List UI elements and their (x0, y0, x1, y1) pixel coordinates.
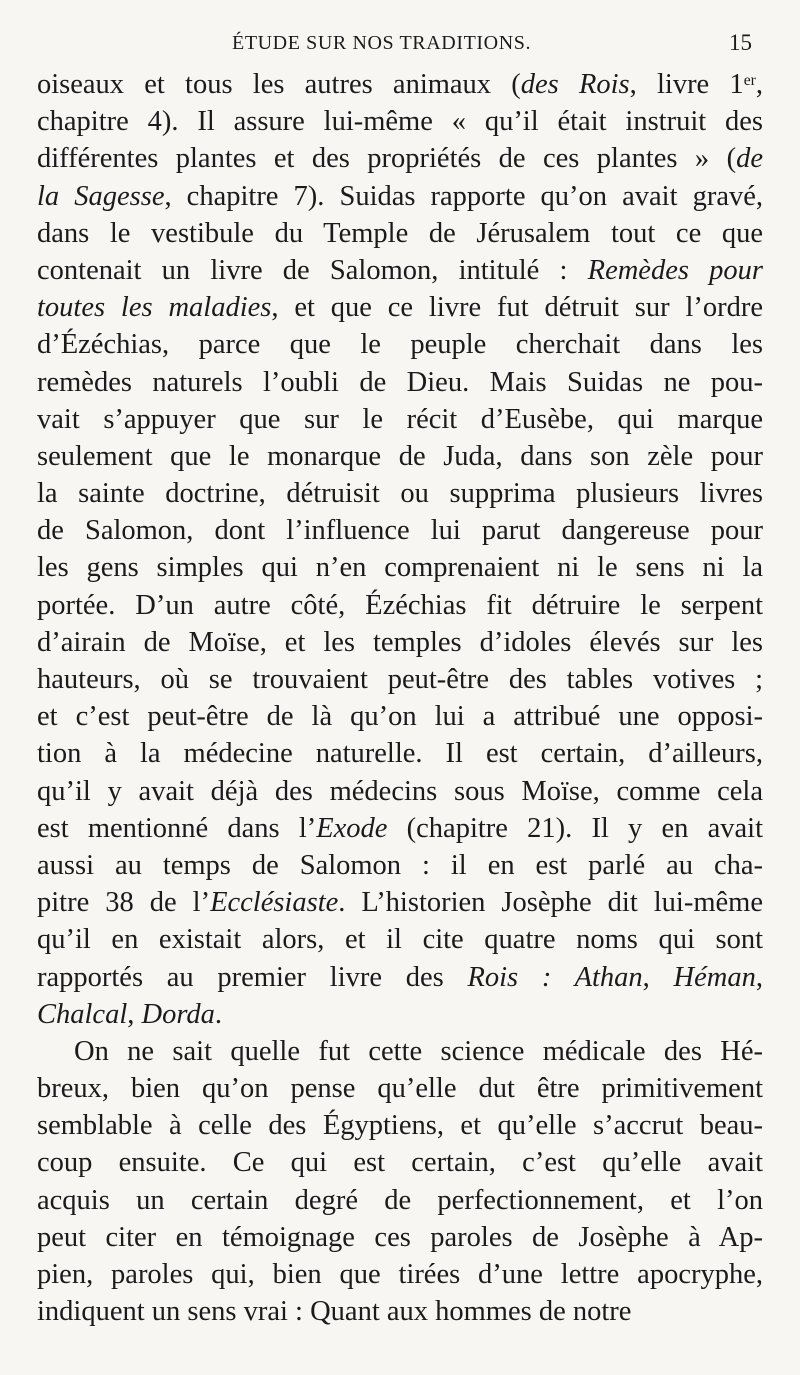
text-line (37, 475, 763, 512)
text-run: chapitre 4). Il assure lui-même « qu’il était instruit des (37, 106, 763, 138)
italic-text: la Sagesse (37, 180, 165, 212)
italic-text: de (736, 143, 763, 175)
italic-text: Ecclésiaste (210, 887, 339, 919)
text-line (37, 215, 763, 252)
text-line (37, 364, 763, 401)
text-run: , (642, 961, 674, 993)
text-run: breux, bien qu’on pense qu’elle dut être primitivement (37, 1073, 763, 1105)
text-line (37, 1033, 763, 1070)
text-line (37, 587, 763, 624)
italic-text: Héman (673, 961, 756, 993)
text-line (37, 103, 763, 140)
text-run: remèdes naturels l’oubli de Dieu. Mais Suidas ne pou- (37, 366, 763, 398)
text-run: pien, paroles qui, bien que tirées d’une lettre apocryphe, (37, 1259, 763, 1290)
text-run: acquis un certain degré de perfectionnement, et l’on (37, 1184, 763, 1216)
text-run: indiquent un sens vrai : Quant aux hommes de notre (37, 1296, 632, 1328)
italic-text: Rois : Athan (467, 961, 643, 993)
text-line (37, 810, 763, 847)
text-line (37, 921, 763, 958)
text-run: est mentionné dans l’ (37, 812, 317, 844)
text-run: , (127, 998, 142, 1030)
text-run: On ne sait quelle fut cette science médicale des Hé- (74, 1035, 763, 1067)
text-run: coup ensuite. Ce qui est certain, c’est qu’elle avait (37, 1147, 763, 1179)
text-run: semblable à celle des Égyptiens, et qu’elle s’accrut beau- (37, 1110, 763, 1142)
text-run: portée. D’un autre côté, Ézéchias fit détruire le serpent (37, 589, 763, 621)
text-run: pitre 38 de l’ (37, 887, 211, 919)
text-run: seulement que le monarque de Juda, dans son zèle pour (37, 440, 763, 472)
text-line (37, 773, 763, 810)
text-run: la sainte doctrine, détruisit ou supprima plusieurs livres (37, 478, 763, 510)
text-line (37, 326, 763, 363)
paragraph-2 (37, 1033, 763, 1331)
text-run: , (755, 961, 763, 993)
text-run: différentes plantes et des propriétés de ces plantes » ( (37, 143, 737, 175)
text-run: aussi au temps de Salomon : il en est parlé au cha- (37, 849, 763, 881)
text-run: . L’historien Josèphe dit lui-même (338, 887, 763, 919)
text-run: (chapitre 21). Il y en avait (387, 812, 763, 844)
italic-text: Remèdes pour (587, 254, 764, 286)
text-line (37, 661, 763, 698)
text-run: , (755, 69, 763, 100)
text-line (37, 401, 763, 438)
text-run: dans le vestibule du Temple de Jérusalem tout ce que (37, 217, 763, 249)
text-line (37, 178, 763, 215)
italic-text: Dorda (141, 998, 215, 1030)
italic-text: Exode (316, 812, 388, 844)
running-title: ÉTUDE SUR NOS TRADITIONS. (232, 32, 532, 54)
text-line (37, 847, 763, 884)
text-run: vait s’appuyer que sur le récit d’Eusèbe, qui marque (37, 403, 763, 435)
text-run: peut citer en témoignage ces paroles de Josèphe à Ap- (37, 1221, 763, 1253)
text-line (37, 735, 763, 772)
text-line (37, 140, 763, 177)
text-line (37, 1182, 763, 1219)
text-line (37, 549, 763, 586)
text-line (37, 1144, 763, 1181)
text-line (37, 1256, 763, 1293)
text-run: , livre 1 (629, 69, 744, 100)
text-line (37, 996, 763, 1033)
text-line (37, 289, 763, 326)
italic-text: toutes les maladies (37, 292, 272, 324)
text-line (37, 512, 763, 549)
page-number: 15 (729, 30, 752, 55)
running-head (0, 30, 800, 60)
text-line (37, 252, 763, 289)
text-run: hauteurs, où se trouvaient peut-être des tables votives ; (37, 664, 763, 695)
text-run: qu’il en existait alors, et il cite quatre noms qui sont (37, 924, 763, 956)
text-run: d’Ézéchias, parce que le peuple cherchait dans les (37, 329, 763, 361)
italic-text: des Rois (520, 69, 630, 100)
text-run: . (214, 998, 222, 1030)
text-run: d’airain de Moïse, et les temples d’idoles élevés sur les (37, 626, 763, 658)
text-run: contenait un livre de Salomon, intitulé : (37, 254, 588, 286)
text-run: et c’est peut-être de là qu’on lui a attribué une opposi- (37, 701, 763, 733)
superscript-text: er (743, 72, 756, 90)
text-run: oiseaux et tous les autres animaux ( (37, 69, 521, 100)
text-line (37, 959, 763, 996)
italic-text: Chalcal (37, 998, 128, 1030)
text-line (37, 1219, 763, 1256)
paragraph-1 (37, 66, 763, 1033)
text-line (37, 698, 763, 735)
text-run: tion à la médecine naturelle. Il est certain, d’ailleurs, (37, 738, 763, 770)
text-line (37, 624, 763, 661)
text-run: , et que ce livre fut détruit sur l’ordre (271, 292, 763, 324)
text-line (37, 1107, 763, 1144)
text-run: qu’il y avait déjà des médecins sous Moïse, comme cela (37, 775, 763, 807)
body-text (37, 66, 763, 1330)
text-run: de Salomon, dont l’influence lui parut dangereuse pour (37, 515, 763, 547)
text-line (37, 884, 763, 921)
text-line (37, 438, 763, 475)
text-run: , chapitre 7). Suidas rapporte qu’on avait gravé, (164, 180, 763, 212)
text-run: rapportés au premier livre des (37, 961, 468, 993)
text-line (37, 66, 763, 103)
text-line (37, 1070, 763, 1107)
text-run: les gens simples qui n’en comprenaient ni le sens ni la (37, 552, 763, 584)
text-line (37, 1293, 763, 1330)
